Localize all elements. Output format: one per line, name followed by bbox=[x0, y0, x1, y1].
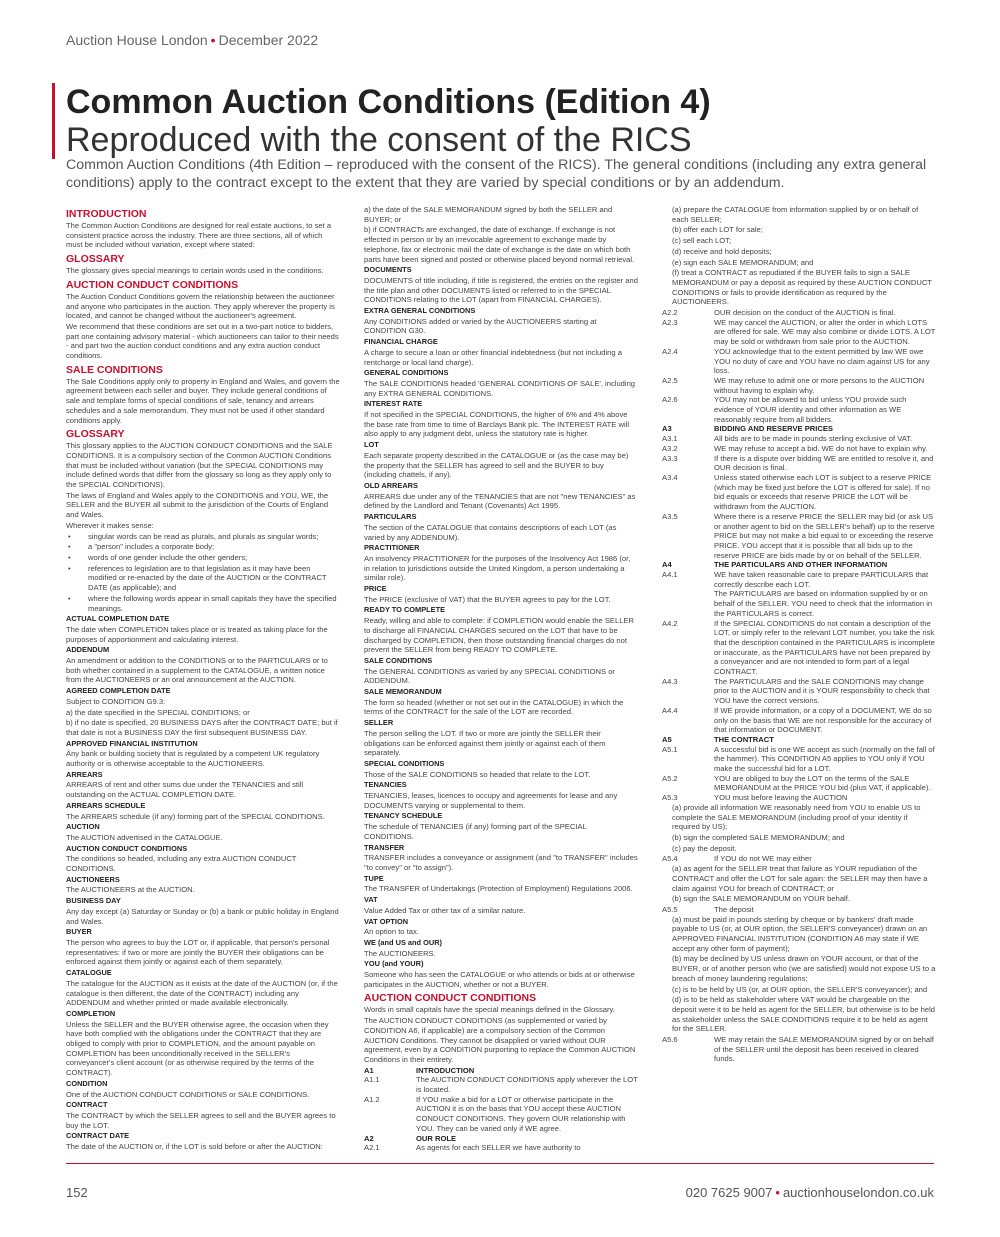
sub-clause: (e) sign each SALE MEMORANDUM; and bbox=[672, 257, 814, 267]
clause-number: A2.2 bbox=[662, 308, 678, 318]
separator-dot: • bbox=[775, 1185, 780, 1200]
paragraph: The glossary gives special meanings to certain words used in the conditions. bbox=[66, 266, 324, 276]
clause-number: A2.4 bbox=[662, 346, 678, 356]
paragraph: The conditions so headed, including any extra AUCTION CONDUCT CONDITIONS. bbox=[66, 854, 297, 874]
glossary-term: FINANCIAL CHARGE bbox=[364, 337, 438, 347]
clause-number: A4.4 bbox=[662, 705, 678, 715]
glossary-term: ADDENDUM bbox=[66, 645, 110, 655]
sub-clause: (c) pay the deposit. bbox=[672, 843, 737, 853]
paragraph: The date when COMPLETION takes place or is treated as taking place for the purposes of apportionment and calculating interest. bbox=[66, 624, 328, 644]
sub-clause: (f) treat a CONTRACT as repudiated if the BUYER fails to sign a SALE MEMORANDUM or pay a deposit as required by these AUCTION CONDUCT CONDITIONS or fails to provide identification as required by the AUCTIONEERS. bbox=[672, 268, 932, 307]
clause-number: A4.3 bbox=[662, 676, 678, 686]
clause-heading bbox=[662, 560, 936, 570]
clause-heading bbox=[364, 1134, 638, 1144]
paragraph: The Sale Conditions apply only to property in England and Wales, and govern the agreement between each seller and buyer. They include general conditions of sale and template forms of special conditions of sale, tenancy and arrears schedules and a sale memorandum. They must not be used if other standard conditions apply. bbox=[66, 376, 340, 425]
clause-text: The AUCTION CONDUCT CONDITIONS apply wherever the LOT is located. bbox=[416, 1075, 638, 1095]
glossary-term: GENERAL CONDITIONS bbox=[364, 368, 449, 378]
clause-text: WE may refuse to accept a bid. WE do not have to explain why. bbox=[714, 443, 928, 453]
glossary-term: BUYER bbox=[66, 927, 92, 937]
clause-number: A3.1 bbox=[662, 434, 678, 444]
clause-text: WE may retain the SALE MEMORANDUM signed by or on behalf of the SELLER until the deposit has been received in cleared funds. bbox=[714, 1035, 934, 1064]
clause-item bbox=[662, 589, 936, 618]
glossary-term: AUCTION CONDUCT CONDITIONS bbox=[66, 843, 188, 853]
clause-number: A3 bbox=[662, 424, 672, 434]
glossary-term: ACTUAL COMPLETION DATE bbox=[66, 614, 170, 624]
bullet-item: • where the following words appear in small capitals they have the specified meanings. bbox=[66, 594, 340, 613]
clause-item bbox=[662, 434, 936, 444]
clause-item bbox=[662, 619, 936, 677]
column-1 bbox=[66, 205, 340, 1160]
glossary-term: VAT bbox=[364, 895, 378, 905]
paragraph: The person who agrees to buy the LOT or, if applicable, that person's personal representatives: if two or more are jointly the BUYER their obligations can be enforced against them jointly or against each of them separately. bbox=[66, 938, 330, 967]
sub-clause: (a) provide all information WE reasonably need from YOU to enable US to complete the SALE MEMORANDUM (including proof of your identity if required by US); bbox=[672, 802, 921, 832]
paragraph: b) if CONTRACTs are exchanged, the date of exchange. If exchange is not effected in person or by an irrevocable agreement to exchange made by telephone, fax or electronic mail the date of exchange is the date on which both parts have been signed and posted or otherwise placed beyond normal retrieval. bbox=[364, 225, 635, 264]
clause-text: A successful bid is one WE accept as such (normally on the fall of the hammer). This CONDITION A5 applies to YOU only if YOU make the successful bid for a LOT. bbox=[714, 744, 935, 774]
clause-text: YOU may not be allowed to bid unless YOU provide such evidence of YOUR identity and other information as WE reasonably require from all bidders. bbox=[714, 395, 907, 424]
paragraph: TRANSFER includes a conveyance or assignment (and "to TRANSFER" includes "to convey" or "to assign"). bbox=[364, 853, 638, 872]
paragraph: A charge to secure a loan or other financial indebtedness (but not including a rentcharge or local land charge). bbox=[364, 347, 622, 367]
clause-item bbox=[662, 570, 936, 589]
clause-text: The PARTICULARS and the SALE CONDITIONS may change prior to the AUCTION and it is YOUR responsibility to check that YOU have the correct versions. bbox=[714, 676, 930, 706]
paragraph: The CONTRACT by which the SELLER agrees to sell and the BUYER agrees to buy the LOT. bbox=[66, 1110, 336, 1130]
glossary-term: LOT bbox=[364, 440, 379, 450]
clause-number: A3.3 bbox=[662, 453, 678, 463]
clause-text: YOU are obliged to buy the LOT on the terms of the SALE MEMORANDUM at the PRICE YOU bid (plus VAT, if applicable). bbox=[714, 773, 931, 793]
glossary-term: DOCUMENTS bbox=[364, 265, 412, 275]
clause-item bbox=[662, 395, 936, 424]
clause-number: A3.5 bbox=[662, 511, 678, 521]
page-subtitle: Reproduced with the consent of the RICS bbox=[66, 121, 692, 159]
glossary-term: OLD ARREARS bbox=[364, 480, 418, 490]
glossary-term: TENANCY SCHEDULE bbox=[364, 811, 443, 821]
clause-item bbox=[364, 1095, 638, 1134]
glossary-term: EXTRA GENERAL CONDITIONS bbox=[364, 306, 476, 316]
paragraph: If not specified in the SPECIAL CONDITIONS, the higher of 6% and 4% above the base rate from time to time of Barclays Bank plc. The INTEREST RATE will also apply to any judgment debt, unless the statutory rate is higher. bbox=[364, 410, 630, 439]
clause-heading bbox=[662, 735, 936, 745]
page-title: Common Auction Conditions (Edition 4) bbox=[66, 83, 711, 121]
glossary-term: WE (and US and OUR) bbox=[364, 937, 443, 947]
glossary-term: BUSINESS DAY bbox=[66, 896, 121, 906]
clause-text: If YOU make a bid for a LOT or otherwise participate in the AUCTION it is on the basis that YOU accept these AUCTION CONDUCT CONDITIONS. They govern OUR relationship with YOU. They can be varied only if WE agree. bbox=[416, 1094, 626, 1133]
clause-text: OUR decision on the conduct of the AUCTION is final. bbox=[714, 308, 896, 318]
clause-number: A2.1 bbox=[364, 1143, 380, 1153]
paragraph: Those of the SALE CONDITIONS so headed that relate to the LOT. bbox=[364, 769, 591, 779]
clause-item bbox=[364, 1143, 638, 1153]
clause-number: A5 bbox=[662, 734, 672, 744]
clause-number: A1 bbox=[364, 1065, 374, 1075]
clause-text: As agents for each SELLER we have authority to bbox=[416, 1143, 581, 1153]
clause-text: YOU must before leaving the AUCTION bbox=[714, 793, 848, 803]
sub-clause: (b) sign the SALE MEMORANDUM on YOUR behalf. bbox=[672, 894, 850, 904]
clause-text: If there is a dispute over bidding WE are entitled to resolve it, and OUR decision is final. bbox=[714, 453, 934, 473]
paragraph: The AUCTION CONDUCT CONDITIONS (as supplemented or varied by CONDITION A6, if applicable) are a compulsory section of the Common AUCTION Conditions. They cannot be disapplied or varied without OUR agreement, even by a CONDITION purporting to replace the Common AUCTION Conditions in their entirety. bbox=[364, 1016, 636, 1064]
section-heading: AUCTION CONDUCT CONDITIONS bbox=[364, 992, 537, 1005]
clause-text: THE CONTRACT bbox=[714, 734, 774, 744]
clause-text: If YOU do not WE may either bbox=[714, 854, 812, 864]
clause-number: A5.4 bbox=[662, 854, 678, 864]
paragraph: Value Added Tax or other tax of a similar nature. bbox=[364, 905, 526, 915]
phone-number: 020 7625 9007 bbox=[685, 1185, 773, 1200]
clause-text: BIDDING AND RESERVE PRICES bbox=[714, 424, 833, 434]
glossary-term: CONTRACT bbox=[66, 1100, 108, 1110]
paragraph: DOCUMENTS of title including, if title is registered, the entries on the register and the title plan and other DOCUMENTS listed or referred to in the SPECIAL CONDITIONS relating to the LOT (apart from FINANCIAL CHARGES). bbox=[364, 275, 638, 305]
clause-number: A4.2 bbox=[662, 618, 678, 628]
clause-item bbox=[662, 905, 936, 915]
glossary-term: TUPE bbox=[364, 873, 384, 883]
glossary-term: CONTRACT DATE bbox=[66, 1131, 130, 1141]
paragraph: The SALE CONDITIONS headed 'GENERAL CONDITIONS OF SALE', including any EXTRA GENERAL CONDITIONS. bbox=[364, 378, 636, 398]
glossary-term: YOU (and YOUR) bbox=[364, 959, 424, 969]
paragraph: Any bank or building society that is regulated by a competent UK regulatory authority or is otherwise acceptable to the AUCTIONEERS. bbox=[66, 749, 320, 769]
sub-clause: (a) as agent for the SELLER treat that failure as YOUR repudiation of the CONTRACT and offer the LOT for sale again: the SELLER may then have a claim against YOU for breach of CONTRACT; or bbox=[672, 864, 928, 893]
clause-item bbox=[662, 376, 936, 395]
clause-text: WE have taken reasonable care to prepare PARTICULARS that correctly describe each LOT. bbox=[714, 570, 929, 589]
column-2 bbox=[364, 205, 638, 1160]
glossary-term: AGREED COMPLETION DATE bbox=[66, 686, 171, 696]
clause-item bbox=[662, 774, 936, 793]
section-heading: AUCTION CONDUCT CONDITIONS bbox=[66, 278, 239, 291]
bullet-item: • a "person" includes a corporate body; bbox=[66, 542, 340, 552]
clause-number: A4.1 bbox=[662, 570, 678, 580]
glossary-term: PRICE bbox=[364, 584, 387, 594]
paragraph: The TRANSFER of Undertakings (Protection of Employment) Regulations 2006. bbox=[364, 884, 633, 894]
clause-text: THE PARTICULARS AND OTHER INFORMATION bbox=[714, 560, 888, 570]
glossary-term: PARTICULARS bbox=[364, 512, 417, 522]
clause-text: Unless stated otherwise each LOT is subject to a reserve PRICE (which may be fixed just before the LOT is offered for sale). If no bid equals or exceeds that reserve PRICE the LOT will be withdrawn from the AUCTION. bbox=[714, 472, 932, 512]
paragraph: Ready, willing and able to complete: if COMPLETION would enable the SELLER to discharge all FINANCIAL CHARGES secured on the LOT that have to be discharged by COMPLETION, then those outstanding financial charges do not prevent the SELLER from being READY TO COMPLETE. bbox=[364, 616, 634, 655]
clause-number bbox=[662, 589, 714, 618]
paragraph: a) the date of the SALE MEMORANDUM signed by both the SELLER and BUYER; or bbox=[364, 205, 613, 224]
paragraph: The Auction Conduct Conditions govern the relationship between the auctioneer and anyone who participates in the auction. They apply wherever the property is located, and cannot be changed without the auctioneer's agreement. bbox=[66, 291, 335, 321]
title-block bbox=[52, 83, 952, 159]
footer-divider bbox=[66, 1163, 934, 1164]
glossary-term: COMPLETION bbox=[66, 1008, 116, 1018]
glossary-term: INTEREST RATE bbox=[364, 399, 423, 409]
clause-item bbox=[662, 318, 936, 347]
clause-heading bbox=[364, 1066, 638, 1076]
bullet-item: • references to legislation are to that legislation as it may have been modified or re-enacted by the date of the AUCTION or the CONTRACT DATE (as applicable); and bbox=[66, 564, 340, 593]
clause-number: A5.3 bbox=[662, 793, 678, 803]
sub-clause: (d) is to be held as stakeholder where VAT would be chargeable on the deposit were it to be held as agent for the SELLER, but otherwise is to be held as stakeholder unless the SALE CONDITIONS require it to be held as agent for the SELLER. bbox=[672, 995, 935, 1034]
clause-item bbox=[662, 1035, 936, 1064]
clause-text: OUR ROLE bbox=[416, 1133, 457, 1143]
glossary-term: SALE MEMORANDUM bbox=[364, 687, 442, 697]
clause-number: A3.4 bbox=[662, 472, 678, 482]
paragraph: We recommend that these conditions are set out in a two-part notice to bidders, part one containing advisory material - which auctioneers can tailor to their needs - and part two the auction conduct conditions and any extra auction conduct conditions. bbox=[66, 321, 339, 361]
paragraph: The form so headed (whether or not set out in the CATALOGUE) in which the terms of the CONTRACT for the sale of the LOT are recorded. bbox=[364, 697, 624, 717]
clause-number: A3.2 bbox=[662, 443, 678, 453]
glossary-term: AUCTION bbox=[66, 822, 100, 832]
paragraph: The laws of England and Wales apply to the CONDITIONS and YOU, WE, the SELLER and the BUYER all submit to the jurisdiction of the Courts of England and Wales. bbox=[66, 490, 329, 520]
glossary-term: AUCTIONEERS bbox=[66, 874, 120, 884]
clause-item bbox=[662, 677, 936, 706]
clause-text: WE may refuse to admit one or more persons to the AUCTION without having to explain why. bbox=[714, 375, 925, 395]
separator-dot: • bbox=[210, 32, 216, 48]
paragraph: An option to tax. bbox=[364, 927, 419, 937]
page-number: 152 bbox=[66, 1185, 88, 1200]
publisher-name: Auction House London bbox=[66, 32, 208, 48]
glossary-term: ARREARS bbox=[66, 769, 103, 779]
bullet-item: • singular words can be read as plurals, and plurals as singular words; bbox=[66, 532, 340, 542]
glossary-term: READY TO COMPLETE bbox=[364, 605, 446, 615]
paragraph: The catalogue for the AUCTION as it exists at the date of the AUCTION (or, if the catalogue is then different, the date of the CONTRACT) including any ADDENDUM and whether printed or made available electronically. bbox=[66, 978, 338, 1008]
paragraph: An amendment or addition to the CONDITIONS or to the PARTICULARS or to both whether contained in a supplement to the CATALOGUE, a written notice from the AUCTIONEERS or an oral announcement at the AUCTION. bbox=[66, 656, 328, 685]
paragraph: TENANCIES, leases, licences to occupy and agreements for lease and any DOCUMENTS varying or supplemental to them. bbox=[364, 791, 618, 810]
paragraph: Unless the SELLER and the BUYER otherwise agree, the occasion when they have both complied with the obligations under the CONTRACT that they are obliged to comply with prior to COMPLETION, and the amount payable on COMPLETION has been unconditionally received in the SELLER's conveyancer's client account (or as otherwise required by the terms of the CONTRACT). bbox=[66, 1019, 329, 1078]
section-heading: GLOSSARY bbox=[66, 253, 125, 266]
glossary-term: SPECIAL CONDITIONS bbox=[364, 758, 445, 768]
paragraph: Any day except (a) Saturday or Sunday or (b) a bank or public holiday in England and Wales. bbox=[66, 906, 339, 926]
clause-text: Where there is a reserve PRICE the SELLER may bid (or ask US or another agent to bid on the SELLER's behalf) up to the reserve PRICE but may not make a bid equal to or exceeding the reserve PRICE. YOU accept that it is possible that all bids up to the reserve PRICE are bids made by or on behalf of the SELLER. bbox=[714, 511, 935, 560]
clause-number: A5.2 bbox=[662, 773, 678, 783]
glossary-term: SALE CONDITIONS bbox=[364, 655, 433, 665]
glossary-term: APPROVED FINANCIAL INSTITUTION bbox=[66, 738, 198, 748]
clause-item bbox=[662, 444, 936, 454]
glossary-term: PRACTITIONER bbox=[364, 543, 420, 553]
paragraph: The PRICE (exclusive of VAT) that the BUYER agrees to pay for the LOT. bbox=[364, 594, 611, 604]
paragraph: The section of the CATALOGUE that contains descriptions of each LOT (as varied by any ADDENDUM). bbox=[364, 522, 617, 542]
glossary-term: CONDITION bbox=[66, 1078, 108, 1088]
clause-number: A2.6 bbox=[662, 395, 678, 405]
glossary-term: ARREARS SCHEDULE bbox=[66, 800, 146, 810]
clause-text: WE may cancel the AUCTION, or alter the order in which LOTS are offered for sale. WE may also combine or divide LOTS. A LOT may be sold or withdrawn from sale prior to the AUCTION. bbox=[714, 317, 936, 347]
paragraph: ARREARS due under any of the TENANCIES that are not "new TENANCIES" as defined by the Landlord and Tenant (Covenants) Act 1995. bbox=[364, 491, 636, 511]
paragraph: The GENERAL CONDITIONS as varied by any SPECIAL CONDITIONS or ADDENDUM. bbox=[364, 666, 615, 686]
glossary-term: TRANSFER bbox=[364, 842, 405, 852]
section-heading: GLOSSARY bbox=[66, 428, 125, 441]
clause-text: If WE provide information, or a copy of a DOCUMENT, WE do so only on the basis that WE are not responsible for the accuracy of that information or DOCUMENT. bbox=[714, 705, 932, 735]
sub-clause: (a) prepare the CATALOGUE from information supplied by or on behalf of each SELLER; bbox=[672, 205, 919, 224]
issue-date: December 2022 bbox=[218, 32, 319, 48]
clause-item bbox=[662, 512, 936, 561]
footer-contact bbox=[686, 1185, 934, 1200]
clause-number: A2 bbox=[364, 1133, 374, 1143]
glossary-term: CATALOGUE bbox=[66, 968, 112, 978]
clause-text: INTRODUCTION bbox=[416, 1065, 475, 1075]
clause-item bbox=[364, 1075, 638, 1094]
content-columns bbox=[66, 205, 936, 1160]
clause-number: A5.1 bbox=[662, 744, 678, 754]
paragraph: Any CONDITIONS added or varied by the AUCTIONEERS starting at CONDITION G30. bbox=[364, 316, 597, 336]
paragraph: Subject to CONDITION G9.3: bbox=[66, 696, 166, 706]
glossary-term: VAT OPTION bbox=[364, 916, 409, 926]
paragraph: The AUCTION advertised in the CATALOGUE. bbox=[66, 832, 223, 842]
page-header bbox=[66, 32, 318, 48]
clause-text: The PARTICULARS are based on information supplied by or on behalf of the SELLER. YOU need to check that the information in the PARTICULARS is correct. bbox=[714, 589, 933, 618]
paragraph: This glossary applies to the AUCTION CONDUCT CONDITIONS and the SALE CONDITIONS. It is a compulsory section of the Common AUCTION Conditions that must be included without variation (but the SPECIAL CONDITIONS may include defined words that differ from the glossary so long as they apply only to the SPECIAL CONDITIONS). bbox=[66, 441, 333, 490]
column-3 bbox=[662, 205, 936, 1160]
clause-item bbox=[662, 454, 936, 473]
clause-text: All bids are to be made in pounds sterling exclusive of VAT. bbox=[714, 434, 913, 444]
sub-clause: (a) must be paid in pounds sterling by cheque or by bankers' draft made payable to US (or, at OUR option, the SELLER'S conveyancer) drawn on an APPROVED FINANCIAL INSTITUTION (CONDITION A6 may state if WE accept any other form of payment); bbox=[672, 914, 928, 953]
clause-item bbox=[662, 473, 936, 512]
clause-item bbox=[662, 308, 936, 318]
paragraph: The Common Auction Conditions are designed for real estate auctions, to set a consistent practice across the industry. There are three sections, all of which must be included without variation, except where stated: bbox=[66, 221, 332, 250]
paragraph: b) if no date is specified, 20 BUSINESS DAYS after the CONTRACT DATE; but if that date is not a BUSINESS DAY the first subsequent BUSINESS DAY. bbox=[66, 718, 338, 737]
paragraph: Someone who has seen the CATALOGUE or who attends or bids at or otherwise participates in the AUCTION, whether or not a BUYER. bbox=[364, 970, 635, 989]
section-heading: INTRODUCTION bbox=[66, 208, 147, 220]
clause-number: A2.5 bbox=[662, 375, 678, 385]
paragraph: a) the date specified in the SPECIAL CONDITIONS; or bbox=[66, 707, 250, 717]
clause-item bbox=[662, 347, 936, 376]
clause-item bbox=[662, 854, 936, 864]
clause-heading bbox=[662, 424, 936, 434]
paragraph: The AUCTIONEERS. bbox=[364, 948, 436, 958]
clause-number: A1.2 bbox=[364, 1094, 380, 1104]
section-heading: SALE CONDITIONS bbox=[66, 363, 163, 376]
clause-number: A5.6 bbox=[662, 1035, 678, 1045]
paragraph: Wherever it makes sense: bbox=[66, 520, 154, 530]
sub-clause: (b) may be declined by US unless drawn on YOUR account, or that of the BUYER, or of another person who (we are satisfied) would not expose US to a breach of money laundering regulations; bbox=[672, 954, 936, 983]
intro-paragraph: Common Auction Conditions (4th Edition – reproduced with the consent of the RICS). The general conditions (including any extra general conditions) apply to the contract except to the extent that they are varied by special conditions or by an addendum. bbox=[66, 157, 927, 191]
sub-clause: (c) sell each LOT; bbox=[672, 236, 732, 246]
clause-text: If the SPECIAL CONDITIONS do not contain a description of the LOT, or simply refer to the relevant LOT number, you take the risk that the description contained in the PARTICULARS is incomplete or inaccurate, as the PARTICULARS have not been prepared by a conveyancer and are not intended to form part of a legal CONTRACT. bbox=[714, 618, 935, 677]
paragraph: An insolvency PRACTITIONER for the purposes of the Insolvency Act 1986 (or, in relation to jurisdictions outside the United Kingdom, a person undertaking a similar role). bbox=[364, 553, 631, 583]
paragraph: The date of the AUCTION or, if the LOT is sold before or after the AUCTION: bbox=[66, 1142, 323, 1152]
clause-text: The deposit bbox=[714, 904, 754, 914]
paragraph: The AUCTIONEERS at the AUCTION. bbox=[66, 885, 195, 895]
clause-item bbox=[662, 706, 936, 735]
clause-number: A2.3 bbox=[662, 317, 678, 327]
clause-number: A4 bbox=[662, 560, 672, 570]
paragraph: The schedule of TENANCIES (if any) forming part of the SPECIAL CONDITIONS. bbox=[364, 822, 587, 841]
clause-item bbox=[662, 745, 936, 774]
paragraph: One of the AUCTION CONDUCT CONDITIONS or SALE CONDITIONS. bbox=[66, 1089, 310, 1099]
paragraph: Words in small capitals have the special meanings defined in the Glossary. bbox=[364, 1005, 615, 1015]
clause-text: YOU acknowledge that to the extent permitted by law WE owe YOU no duty of care and YOU have no claim against US for any loss. bbox=[714, 346, 930, 376]
bullet-item: • words of one gender include the other genders; bbox=[66, 553, 340, 563]
clause-number: A1.1 bbox=[364, 1075, 380, 1085]
clause-item bbox=[662, 793, 936, 803]
glossary-term: TENANCIES bbox=[364, 780, 407, 790]
paragraph: The person selling the LOT. If two or more are jointly the SELLER their obligations can be enforced against them jointly or against each of them separately. bbox=[364, 728, 606, 758]
paragraph: Each separate property described in the CATALOGUE or (as the case may be) the property that the SELLER has agreed to sell and the BUYER to buy (including chattels, if any). bbox=[364, 450, 629, 480]
sub-clause: (b) offer each LOT for sale; bbox=[672, 225, 763, 235]
glossary-term: SELLER bbox=[364, 718, 394, 728]
website-link[interactable]: auctionhouselondon.co.uk bbox=[782, 1185, 934, 1200]
clause-number: A5.5 bbox=[662, 904, 678, 914]
sub-clause: (d) receive and hold deposits; bbox=[672, 246, 772, 256]
sub-clause: (b) sign the completed SALE MEMORANDUM; and bbox=[672, 833, 845, 842]
paragraph: ARREARS of rent and other sums due under the TENANCIES and still outstanding on the ACTUAL COMPLETION DATE. bbox=[66, 780, 304, 800]
sub-clause: (c) is to be held by US (or, at OUR option, the SELLER'S conveyancer); and bbox=[672, 984, 928, 994]
paragraph: The ARREARS schedule (if any) forming part of the SPECIAL CONDITIONS. bbox=[66, 811, 325, 821]
